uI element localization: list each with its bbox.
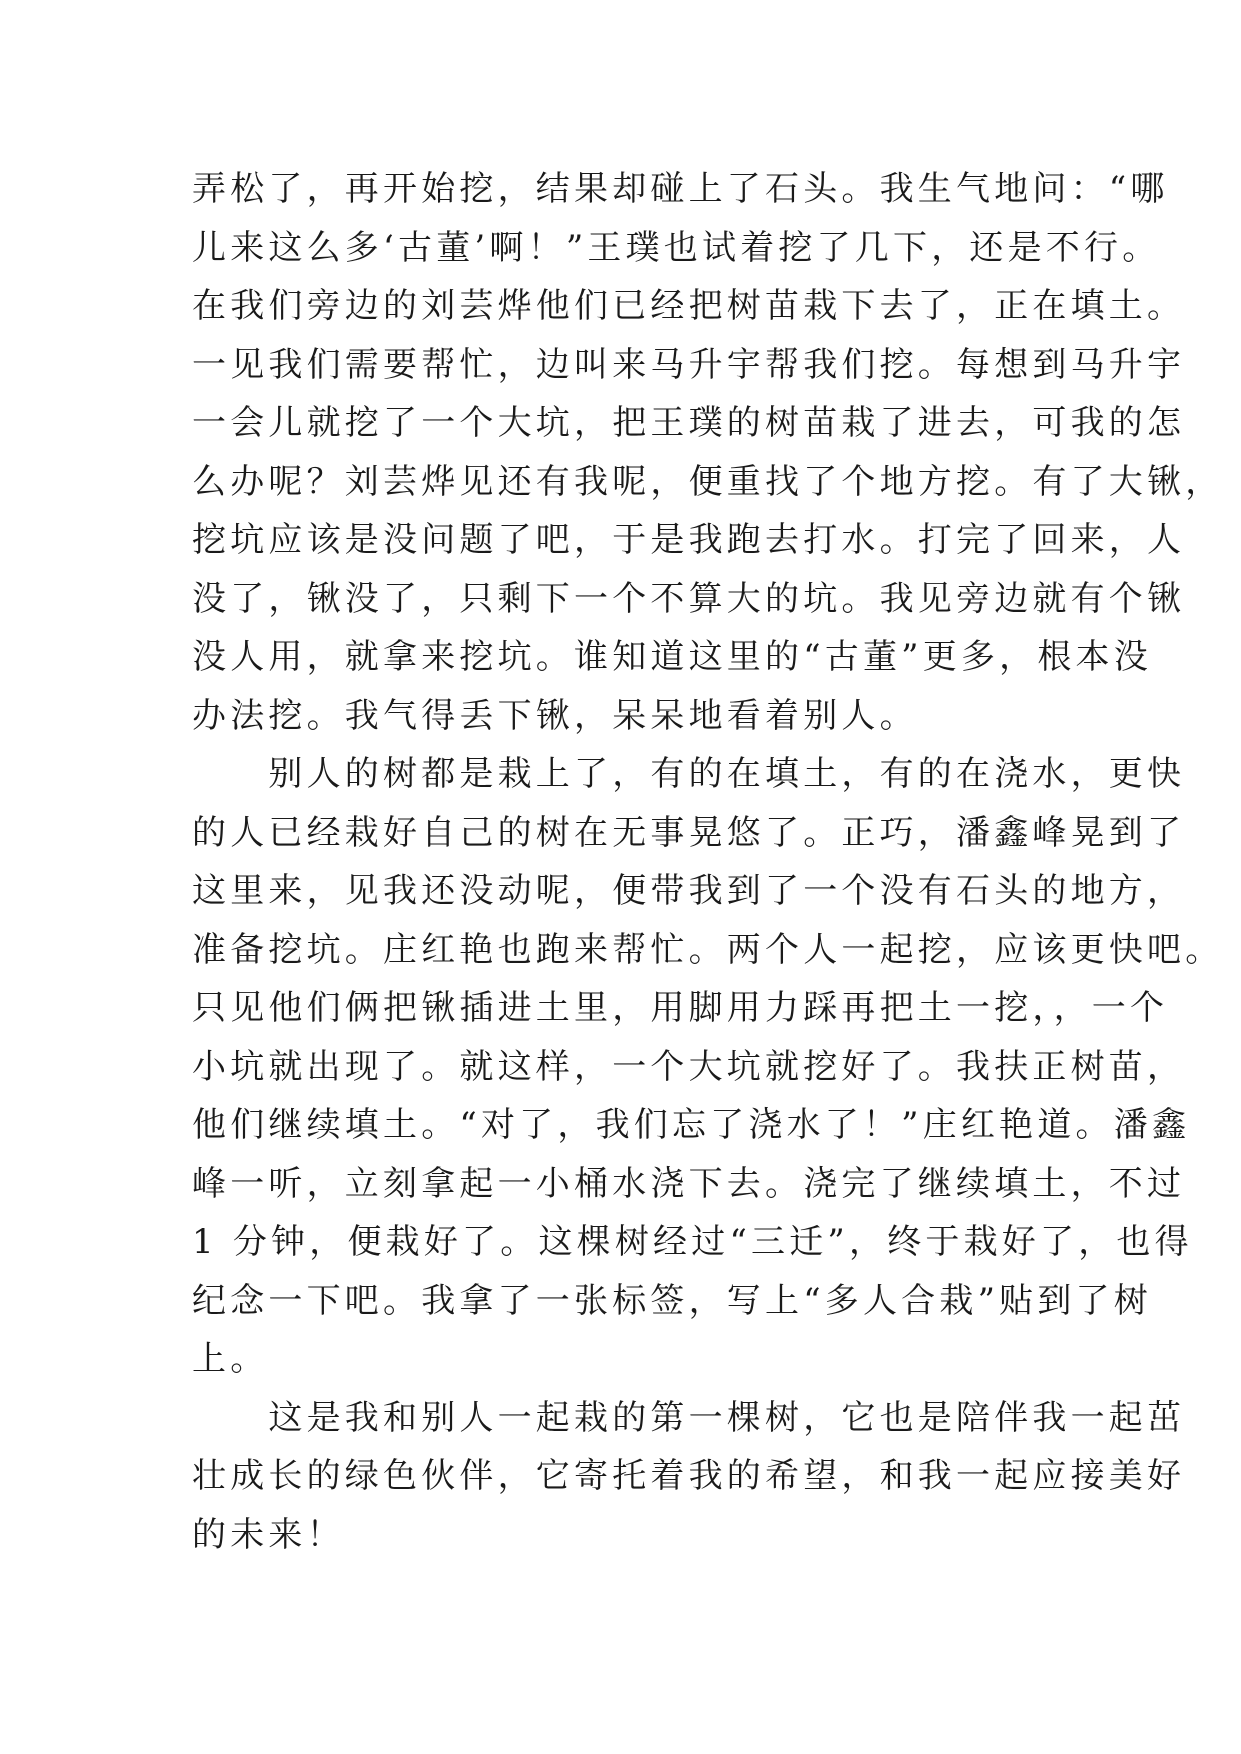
text-line: 办法挖。我气得丢下锹，呆呆地看着别人。	[192, 695, 918, 736]
text-line: 的未来！	[192, 1514, 345, 1555]
text-line: 1 分钟，便栽好了。这棵树经过“三迁”，终于栽好了，也得	[192, 1222, 1193, 1262]
text-line: 儿来这么多‘古董’啊！”王璞也试着挖了几下，还是不行。	[192, 227, 1161, 268]
text-line: 上。	[192, 1339, 269, 1379]
text-line: 一见我们需要帮忙，边叫来马升宇帮我们挖。每想到马升宇	[192, 344, 1186, 385]
text-line: 他们继续填土。“对了，我们忘了浇水了！”庄红艳道。潘鑫	[192, 1105, 1191, 1145]
text-line: 别人的树都是栽上了，有的在填土，有的在浇水，更快	[192, 754, 1186, 794]
text-line: 这里来，见我还没动呢，便带我到了一个没有石头的地方，	[192, 871, 1186, 911]
text-line: 纪念一下吧。我拿了一张标签，写上“多人合栽”贴到了树	[192, 1280, 1152, 1321]
text-line: 在我们旁边的刘芸烨他们已经把树苗栽下去了，正在填土。	[192, 286, 1186, 326]
text-line: 准备挖坑。庄红艳也跑来帮忙。两个人一起挖，应该更快吧。	[192, 929, 1224, 970]
text-line: 没了，锹没了，只剩下一个不算大的坑。我见旁边就有个锹	[192, 578, 1186, 619]
text-line: 峰一听，立刻拿起一小桶水浇下去。浇完了继续填土，不过	[192, 1163, 1186, 1204]
text-line: 壮成长的绿色伙伴，它寄托着我的希望，和我一起应接美好	[192, 1456, 1186, 1496]
text-line: 弄松了，再开始挖，结果却碰上了石头。我生气地问：“哪	[192, 169, 1169, 209]
text-line: 一会儿就挖了一个大坑，把王璞的树苗栽了进去，可我的怎	[192, 403, 1186, 443]
text-line: 么办呢？刘芸烨见还有我呢，便重找了个地方挖。有了大锹，	[192, 461, 1224, 502]
text-line: 只见他们俩把锹插进土里，用脚用力踩再把土一挖，，一个	[192, 988, 1169, 1028]
text-line: 的人已经栽好自己的树在无事晃悠了。正巧，潘鑫峰晃到了	[192, 812, 1186, 853]
text-line: 挖坑应该是没问题了吧，于是我跑去打水。打完了回来，人	[192, 520, 1186, 560]
text-line: 没人用，就拿来挖坑。谁知道这里的“古董”更多，根本没	[192, 637, 1152, 677]
text-line: 这是我和别人一起栽的第一棵树，它也是陪伴我一起茁	[192, 1397, 1186, 1438]
text-line: 小坑就出现了。就这样，一个大坑就挖好了。我扶正树苗，	[192, 1046, 1186, 1087]
essay-text	[192, 160, 1224, 1564]
